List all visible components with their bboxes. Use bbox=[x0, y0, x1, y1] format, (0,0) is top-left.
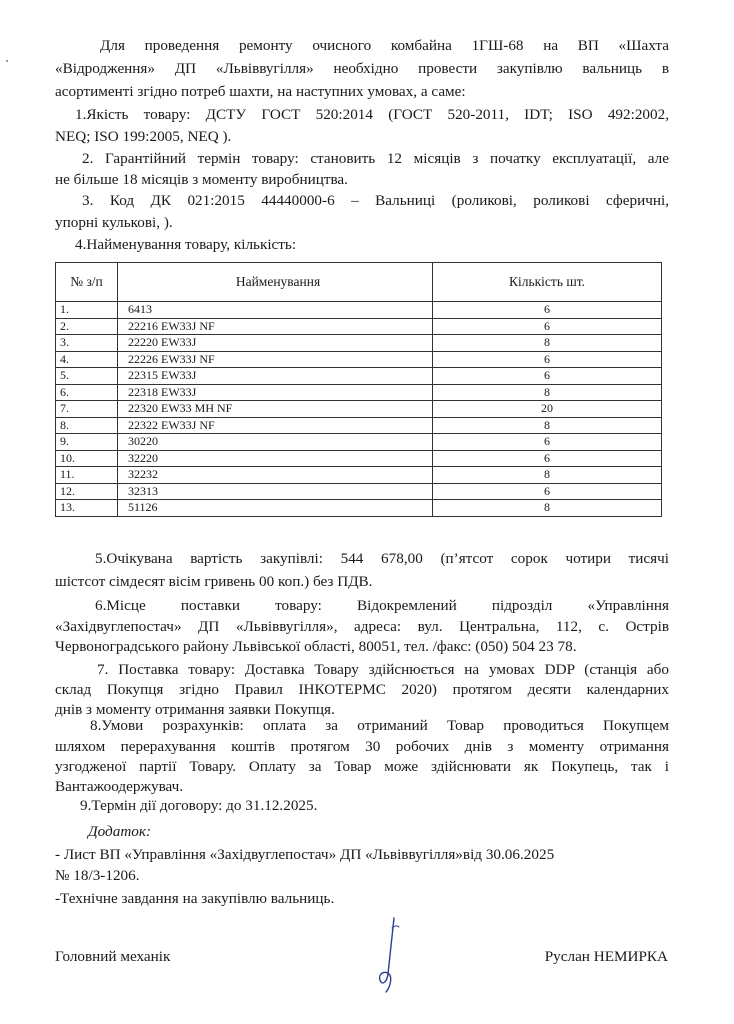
cell-qty: 8 bbox=[433, 500, 662, 517]
cell-qty: 8 bbox=[433, 335, 662, 352]
item-6-line-3: Червоноградського району Львівської області, 80051, тел. /факс: (050) 504 23 78. bbox=[55, 638, 577, 655]
handwritten-signature-mark bbox=[372, 916, 412, 996]
cell-qty: 8 bbox=[433, 384, 662, 401]
cell-name: 51126 bbox=[118, 500, 433, 517]
cell-name: 32220 bbox=[118, 450, 433, 467]
table-row bbox=[56, 450, 662, 467]
item-3-line-1: 3. Код ДК 021:2015 44440000-6 – Вальниці (роликові, роликові сферичні, bbox=[82, 192, 669, 209]
header-num: № з/п bbox=[56, 263, 118, 302]
item-2-line-1: 2. Гарантійний термін товару: становить 12 місяців з початку експлуатації, але bbox=[82, 150, 669, 167]
table-row bbox=[56, 434, 662, 451]
cell-name: 32313 bbox=[118, 483, 433, 500]
cell-num: 3. bbox=[56, 335, 118, 352]
cell-qty: 20 bbox=[433, 401, 662, 418]
item-7-line-1: 7. Поставка товару: Доставка Товару здійснюється на умовах DDP (станція або bbox=[97, 661, 669, 678]
cell-num: 5. bbox=[56, 368, 118, 385]
cell-num: 11. bbox=[56, 467, 118, 484]
attachment-1-line-2: № 18/3-1206. bbox=[55, 867, 140, 884]
intro-line-3: асортименті згідно потреб шахти, на наступних умовах, а саме: bbox=[55, 83, 466, 100]
cell-name: 32232 bbox=[118, 467, 433, 484]
cell-num: 2. bbox=[56, 318, 118, 335]
cell-qty: 6 bbox=[433, 434, 662, 451]
item-4-heading: 4.Найменування товару, кількість: bbox=[75, 236, 297, 253]
cell-num: 9. bbox=[56, 434, 118, 451]
header-qty: Кількість шт. bbox=[433, 263, 662, 302]
table-row bbox=[56, 467, 662, 484]
cell-name: 22322 EW33J NF bbox=[118, 417, 433, 434]
intro-line-2: «Відродження» ДП «Львіввугілля» необхідно провести закупівлю вальниць в bbox=[55, 60, 669, 77]
table-row bbox=[56, 351, 662, 368]
table-row bbox=[56, 335, 662, 352]
signatory-position: Головний механік bbox=[55, 948, 171, 965]
item-7-line-2: склад Покупця згідно Правил ІНКОТЕРМС 2020) протягом десяти календарних bbox=[55, 681, 669, 698]
cell-qty: 6 bbox=[433, 351, 662, 368]
goods-table bbox=[55, 262, 662, 517]
cell-name: 22320 EW33 MH NF bbox=[118, 401, 433, 418]
cell-qty: 6 bbox=[433, 483, 662, 500]
cell-qty: 6 bbox=[433, 302, 662, 319]
item-1-line-1: 1.Якість товару: ДСТУ ГОСТ 520:2014 (ГОСТ 520-2011, IDT; ISO 492:2002, bbox=[75, 106, 669, 123]
attachment-2-line: -Технічне завдання на закупівлю вальниць. bbox=[55, 890, 335, 907]
cell-name: 22216 EW33J NF bbox=[118, 318, 433, 335]
cell-num: 8. bbox=[56, 417, 118, 434]
item-6-line-2: «Західвуглепостач» ДП «Львіввугілля», адреса: вул. Центральна, 112, с. Острів bbox=[55, 618, 669, 635]
cell-qty: 6 bbox=[433, 450, 662, 467]
table-header-row bbox=[56, 263, 662, 302]
table-row bbox=[56, 368, 662, 385]
cell-name: 22220 EW33J bbox=[118, 335, 433, 352]
table-row bbox=[56, 318, 662, 335]
scan-speck bbox=[6, 60, 8, 62]
item-1-line-2: NEQ; ISO 199:2005, NEQ ). bbox=[55, 128, 232, 145]
item-8-line-2: шляхом перерахування коштів протягом 30 робочих днів з моменту отримання bbox=[55, 738, 669, 755]
item-8-line-4: Вантажоодержувач. bbox=[55, 778, 184, 795]
header-name: Найменування bbox=[118, 263, 433, 302]
cell-name: 30220 bbox=[118, 434, 433, 451]
cell-qty: 8 bbox=[433, 467, 662, 484]
item-7-line-3: днів з моменту отримання заявки Покупця. bbox=[55, 701, 335, 718]
signatory-name: Руслан НЕМИРКА bbox=[544, 948, 668, 965]
cell-name: 6413 bbox=[118, 302, 433, 319]
table-row bbox=[56, 417, 662, 434]
item-2-line-2: не більше 18 місяців з моменту виробництва. bbox=[55, 171, 348, 188]
table-row bbox=[56, 500, 662, 517]
cell-name: 22318 EW33J bbox=[118, 384, 433, 401]
item-5-line-1: 5.Очікувана вартість закупівлі: 544 678,00 (п’ятсот сорок чотири тисячі bbox=[95, 550, 669, 567]
cell-num: 10. bbox=[56, 450, 118, 467]
cell-qty: 6 bbox=[433, 368, 662, 385]
item-8-line-1: 8.Умови розрахунків: оплата за отриманий Товар проводиться Покупцем bbox=[90, 717, 669, 734]
cell-num: 7. bbox=[56, 401, 118, 418]
item-9-line: 9.Термін дії договору: до 31.12.2025. bbox=[80, 797, 318, 814]
item-3-line-2: упорні кулькові, ). bbox=[55, 214, 173, 231]
attachment-title: Додаток: bbox=[88, 823, 152, 840]
table-body bbox=[56, 302, 662, 517]
item-5-line-2: шістсот сімдесят вісім гривень 00 коп.) без ПДВ. bbox=[55, 573, 373, 590]
cell-qty: 6 bbox=[433, 318, 662, 335]
cell-num: 13. bbox=[56, 500, 118, 517]
item-8-line-3: узгодженої партії Товару. Оплату за Товар може здійснювати як Покупець, так і bbox=[55, 758, 669, 775]
attachment-1-line-1: - Лист ВП «Управління «Західвуглепостач» ДП «Львіввугілля»від 30.06.2025 bbox=[55, 846, 555, 863]
table-row bbox=[56, 384, 662, 401]
intro-line-1: Для проведення ремонту очисного комбайна 1ГШ-68 на ВП «Шахта bbox=[100, 37, 669, 54]
item-6-line-1: 6.Місце поставки товару: Відокремлений підрозділ «Управління bbox=[95, 597, 669, 614]
cell-qty: 8 bbox=[433, 417, 662, 434]
cell-name: 22226 EW33J NF bbox=[118, 351, 433, 368]
table-row bbox=[56, 302, 662, 319]
table-row bbox=[56, 483, 662, 500]
cell-name: 22315 EW33J bbox=[118, 368, 433, 385]
cell-num: 6. bbox=[56, 384, 118, 401]
cell-num: 4. bbox=[56, 351, 118, 368]
cell-num: 12. bbox=[56, 483, 118, 500]
cell-num: 1. bbox=[56, 302, 118, 319]
table-row bbox=[56, 401, 662, 418]
